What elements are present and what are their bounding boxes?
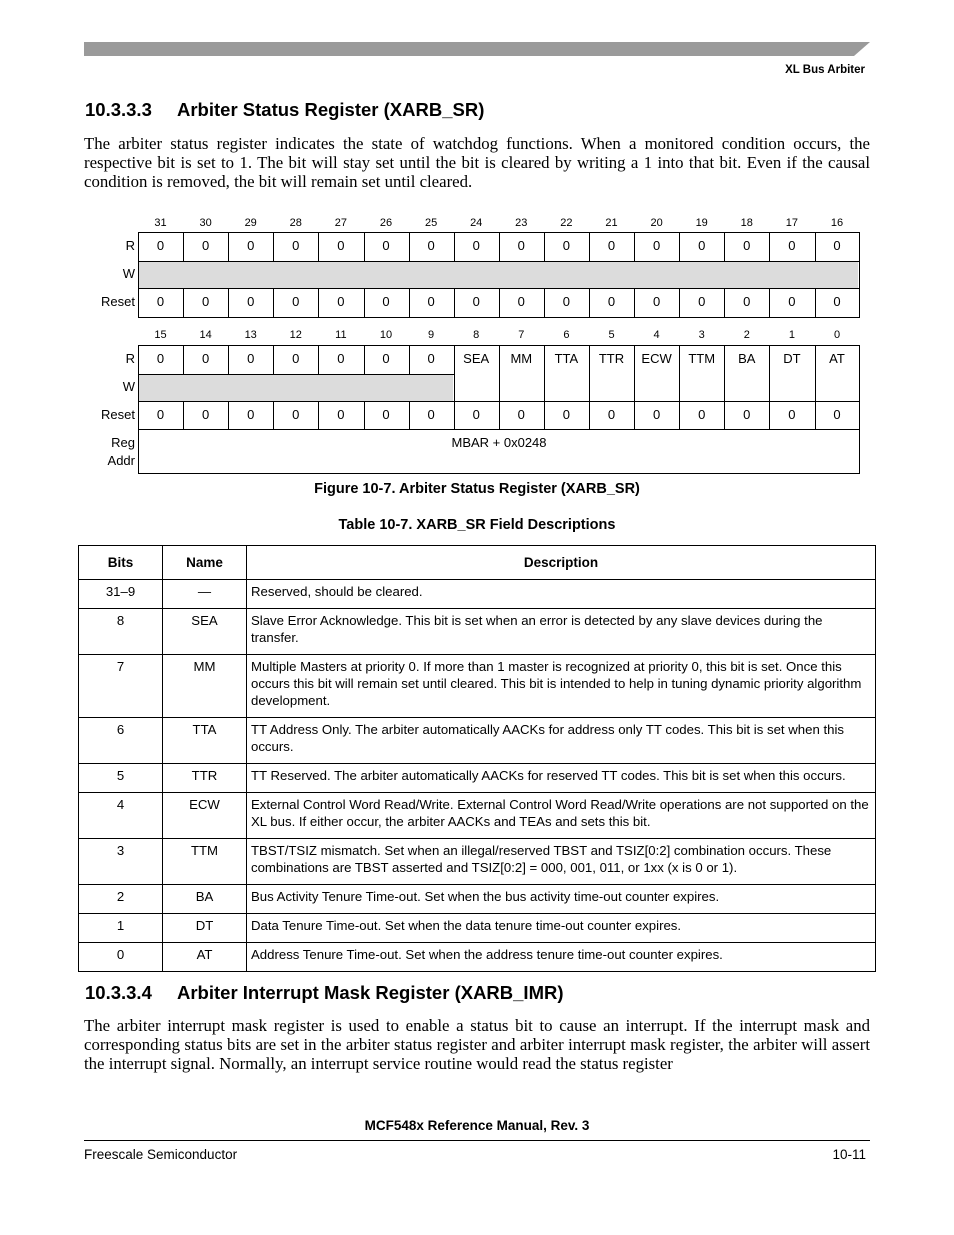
cell-bits: 2 <box>79 885 163 914</box>
reset-value: 0 <box>517 294 525 309</box>
read-value: 0 <box>292 238 300 253</box>
reset-value: 0 <box>652 407 661 422</box>
read-value: 0 <box>472 238 480 253</box>
bit-number: 0 <box>833 329 841 341</box>
bit-number: 30 <box>199 217 212 229</box>
reset-value: 0 <box>247 294 255 309</box>
bit-number: 18 <box>740 217 753 229</box>
running-header: XL Bus Arbiter <box>785 64 865 76</box>
cell-bits: 0 <box>79 943 163 972</box>
row-label-reg: Reg <box>111 435 135 450</box>
reset-value: 0 <box>607 407 616 422</box>
footer-company: Freescale Semiconductor <box>84 1147 238 1162</box>
grid-line <box>138 429 860 430</box>
bit-number: 24 <box>470 217 483 229</box>
cell-bits: 3 <box>79 839 163 885</box>
footer-rule <box>84 1140 870 1141</box>
row-label-reset: Reset <box>101 294 135 309</box>
cell-description: TT Reserved. The arbiter automatically AACKs for reserved TT codes. This bit is set when this occurs. <box>247 764 876 793</box>
reset-value: 0 <box>472 294 480 309</box>
reset-value: 0 <box>788 294 796 309</box>
bit-number: 15 <box>154 329 167 341</box>
cell-description: Data Tenure Time-out. Set when the data tenure time-out counter expires. <box>247 914 876 943</box>
cell-description: Bus Activity Tenure Time-out. Set when the bus activity time-out counter expires. <box>247 885 876 914</box>
cell-bits: 6 <box>79 718 163 764</box>
cell-name: TTR <box>163 764 247 793</box>
table-row <box>79 839 876 885</box>
section-title: Arbiter Status Register (XARB_SR) <box>177 99 485 120</box>
bit-number: 22 <box>560 217 573 229</box>
section-heading-xarb-imr <box>85 982 564 1004</box>
table-row <box>79 885 876 914</box>
bit-number: 2 <box>743 329 750 341</box>
read-value: SEA <box>463 351 490 366</box>
bit-number: 31 <box>154 217 167 229</box>
row-label-write: W <box>122 379 135 394</box>
reset-value: 0 <box>156 407 165 422</box>
row-label-read: R <box>125 351 135 366</box>
cell-name: BA <box>163 885 247 914</box>
cell-name: SEA <box>163 609 247 655</box>
bit-number: 29 <box>244 217 257 229</box>
bit-number: 21 <box>605 217 618 229</box>
read-value: 0 <box>337 238 345 253</box>
read-value: 0 <box>382 238 390 253</box>
bit-number: 1 <box>788 329 795 341</box>
grid-line <box>138 374 454 375</box>
row-label-addr: Addr <box>107 453 135 468</box>
bit-number: 14 <box>199 329 212 341</box>
reset-value: 0 <box>382 294 390 309</box>
reset-value: 0 <box>698 294 706 309</box>
cell-description: Reserved, should be cleared. <box>247 580 876 609</box>
bit-number: 25 <box>424 217 438 229</box>
read-value: 0 <box>698 238 706 253</box>
table-row <box>79 655 876 718</box>
table-row <box>79 914 876 943</box>
read-value: 0 <box>156 238 165 253</box>
read-value: 0 <box>382 351 390 366</box>
read-value: 0 <box>337 351 345 366</box>
cell-name: TTA <box>163 718 247 764</box>
reset-value: 0 <box>382 407 390 422</box>
field-description-table <box>78 545 876 972</box>
read-value: 0 <box>427 351 435 366</box>
table-row <box>79 943 876 972</box>
footer-page-number: 10-11 <box>832 1147 866 1162</box>
bit-number: 10 <box>379 329 393 341</box>
bit-number: 17 <box>785 217 799 229</box>
bit-number: 8 <box>473 329 480 341</box>
reset-value: 0 <box>472 407 480 422</box>
bit-number: 16 <box>830 217 844 229</box>
header-bar <box>84 42 870 56</box>
table-row <box>79 793 876 839</box>
bit-number: 7 <box>518 329 525 341</box>
bit-number: 9 <box>428 329 435 341</box>
row-label-read: R <box>125 238 135 253</box>
cell-description: Address Tenure Time-out. Set when the address tenure time-out counter expires. <box>247 943 876 972</box>
bit-number: 3 <box>698 329 705 341</box>
cell-name: TTM <box>163 839 247 885</box>
reset-value: 0 <box>292 294 300 309</box>
cell-description: Multiple Masters at priority 0. If more than 1 master is recognized at priority 0, this bit is set. Once this occurs this bit will remain set until cleared. This bit is intended to help in tuning dynamic priority algorithm development. <box>247 655 876 718</box>
bit-number: 5 <box>608 329 615 341</box>
read-value: 0 <box>156 351 165 366</box>
column-header-description: Description <box>247 546 876 580</box>
grid-line <box>138 261 860 262</box>
footer-manual-title: MCF548x Reference Manual, Rev. 3 <box>364 1118 590 1133</box>
table-row <box>79 764 876 793</box>
column-header-name: Name <box>163 546 247 580</box>
reset-value: 0 <box>427 294 435 309</box>
column-header-bits: Bits <box>79 546 163 580</box>
read-value: 0 <box>292 351 300 366</box>
reset-value: 0 <box>788 407 796 422</box>
cell-name: ECW <box>163 793 247 839</box>
read-value: DT <box>783 351 801 366</box>
section-number: 10.3.3.4 <box>85 982 152 1003</box>
reset-value: 0 <box>337 294 345 309</box>
cell-name: DT <box>163 914 247 943</box>
section-title: Arbiter Interrupt Mask Register (XARB_IMR) <box>177 982 564 1003</box>
reset-value: 0 <box>743 407 751 422</box>
read-value: 0 <box>247 351 255 366</box>
reset-value: 0 <box>201 407 210 422</box>
read-value: 0 <box>607 238 616 253</box>
read-value: 0 <box>201 351 210 366</box>
bit-number: 20 <box>650 217 663 229</box>
read-value: 0 <box>247 238 255 253</box>
read-value: BA <box>738 351 756 366</box>
reset-value: 0 <box>698 407 706 422</box>
reset-value: 0 <box>201 294 210 309</box>
read-value: TTM <box>688 351 716 366</box>
reset-value: 0 <box>427 407 435 422</box>
table-caption: Table 10-7. XARB_SR Field Descriptions <box>338 517 616 533</box>
cell-bits: 8 <box>79 609 163 655</box>
read-value: TTR <box>598 351 625 366</box>
section-heading-xarb-sr <box>85 99 484 121</box>
read-value: AT <box>829 351 845 366</box>
section-paragraph: The arbiter interrupt mask register is used to enable a status bit to cause an interrupt. If the interrupt mask and corresponding status bits are set in the arbiter status register and arbiter interrupt mask register, the arbiter will assert the interrupt signal. Normally, an interrupt service routine would read the status register <box>84 1016 870 1073</box>
bit-number: 23 <box>515 217 528 229</box>
table-row <box>79 580 876 609</box>
bit-number: 12 <box>289 329 302 341</box>
read-value: 0 <box>427 238 435 253</box>
cell-bits: 5 <box>79 764 163 793</box>
read-value: 0 <box>743 238 751 253</box>
table-row <box>79 718 876 764</box>
bit-number: 26 <box>379 217 393 229</box>
read-value: 0 <box>517 238 525 253</box>
bit-number: 13 <box>244 329 257 341</box>
cell-name: — <box>163 580 247 609</box>
table-header-row <box>79 546 876 580</box>
bit-number: 27 <box>334 217 348 229</box>
cell-description: Slave Error Acknowledge. This bit is set when an error is detected by any slave devices during the transfer. <box>247 609 876 655</box>
bit-number: 28 <box>289 217 302 229</box>
read-value: 0 <box>201 238 210 253</box>
reset-value: 0 <box>517 407 525 422</box>
read-value: TTA <box>554 351 579 366</box>
bit-number: 4 <box>653 329 660 341</box>
read-value: 0 <box>788 238 796 253</box>
row-label-write: W <box>122 266 135 281</box>
reset-value: 0 <box>292 407 300 422</box>
reset-value: 0 <box>607 294 616 309</box>
cell-description: TBST/TSIZ mismatch. Set when an illegal/reserved TBST and TSIZ[0:2] combination occurs. These combinations are TBST asserted and TSIZ[0:2] = 000, 001, 011, or 1xx (x is 0 or 1). <box>247 839 876 885</box>
read-value: 0 <box>562 238 570 253</box>
cell-name: MM <box>163 655 247 718</box>
cell-name: AT <box>163 943 247 972</box>
row-label-reset: Reset <box>101 407 135 422</box>
bit-number: 6 <box>563 329 570 341</box>
cell-bits: 1 <box>79 914 163 943</box>
cell-description: External Control Word Read/Write. External Control Word Read/Write operations are not supported on the XL bus. If either occur, the arbiter AACKs and TEAs and sets this bit. <box>247 793 876 839</box>
reset-value: 0 <box>652 294 661 309</box>
reset-value: 0 <box>833 407 841 422</box>
reset-value: 0 <box>743 294 751 309</box>
section-number: 10.3.3.3 <box>85 99 152 120</box>
cell-description: TT Address Only. The arbiter automatically AACKs for address only TT codes. This bit is set when this occurs. <box>247 718 876 764</box>
table-row <box>79 609 876 655</box>
bit-number: 19 <box>695 217 708 229</box>
reset-value: 0 <box>156 294 165 309</box>
reset-value: 0 <box>337 407 345 422</box>
reset-value: 0 <box>562 407 570 422</box>
cell-bits: 4 <box>79 793 163 839</box>
read-value: MM <box>510 351 533 366</box>
read-value: 0 <box>833 238 841 253</box>
reset-value: 0 <box>247 407 255 422</box>
read-value: 0 <box>652 238 661 253</box>
reset-value: 0 <box>833 294 841 309</box>
cell-bits: 7 <box>79 655 163 718</box>
section-paragraph: The arbiter status register indicates the state of watchdog functions. When a monitored condition occurs, the respective bit is set to 1. The bit will stay set until the bit is cleared by writing a 1 into that bit. Even if the causal condition is removed, the bit will remain set until cleared. <box>84 134 870 191</box>
cell-bits: 31–9 <box>79 580 163 609</box>
bit-number: 11 <box>335 329 347 341</box>
register-address: MBAR + 0x0248 <box>451 435 547 450</box>
read-value: ECW <box>641 351 672 366</box>
reset-value: 0 <box>562 294 570 309</box>
figure-caption: Figure 10-7. Arbiter Status Register (XARB_SR) <box>314 481 640 497</box>
